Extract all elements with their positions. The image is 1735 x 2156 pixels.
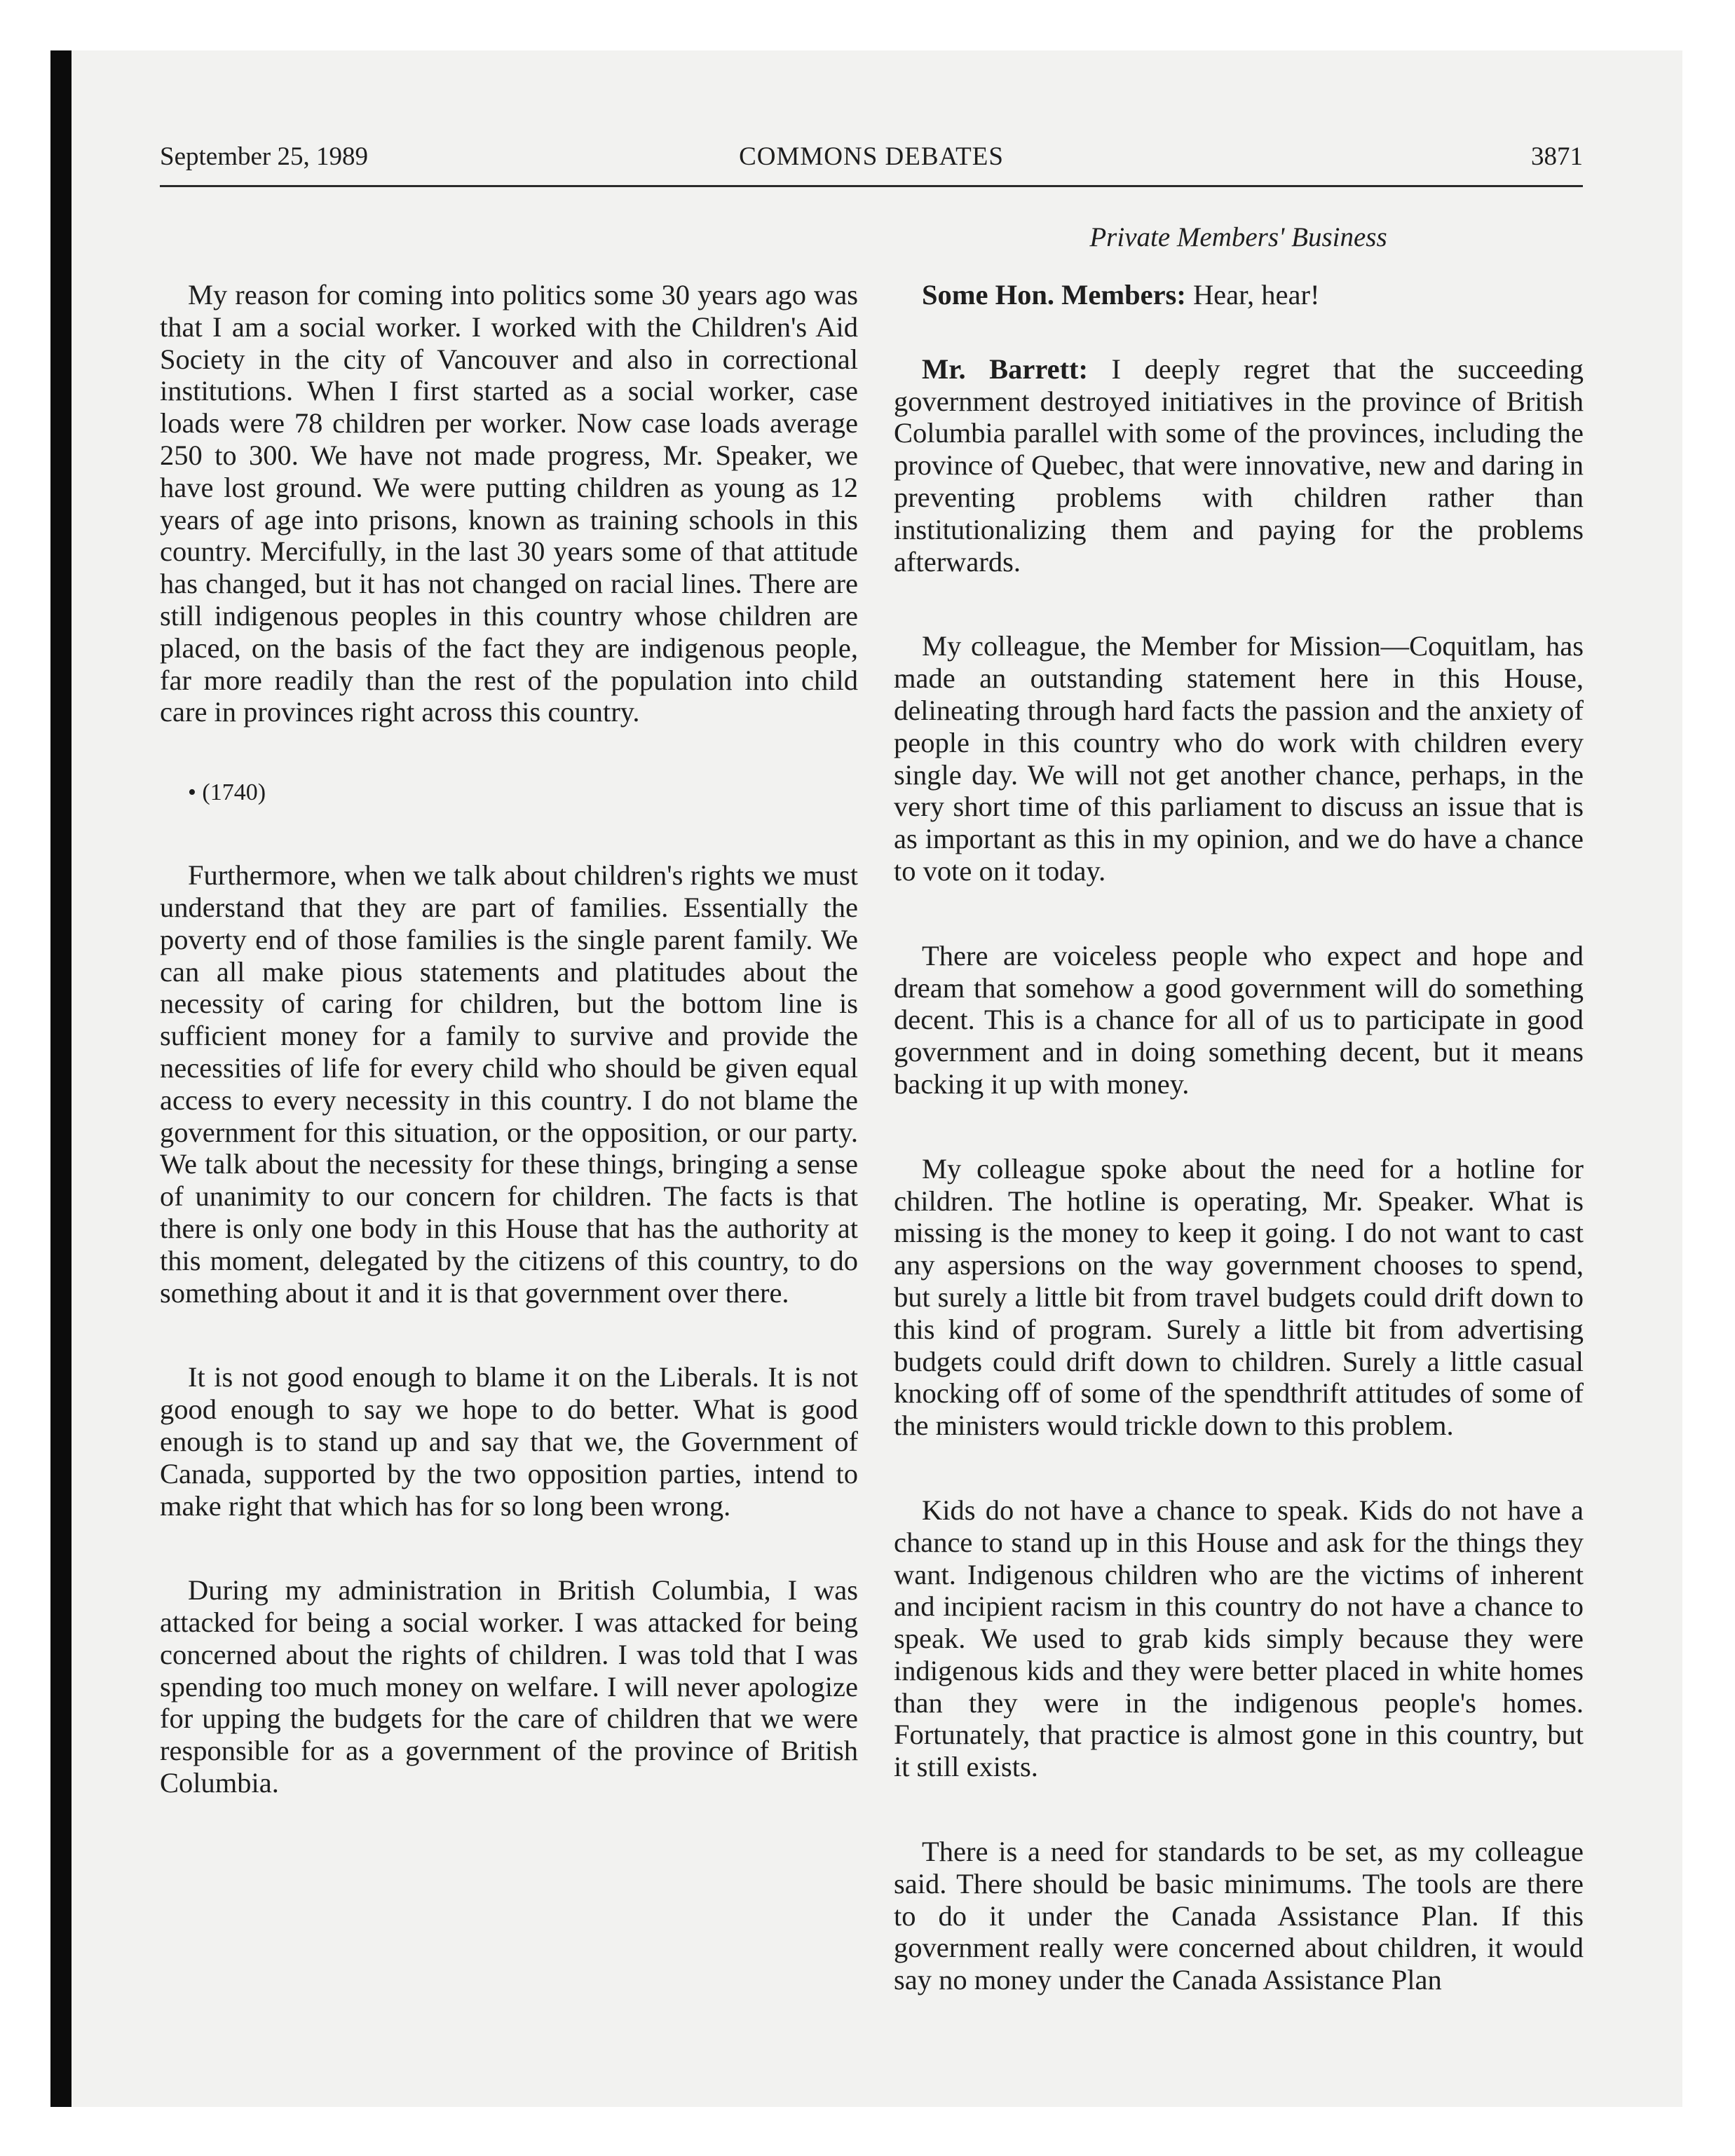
binding-edge xyxy=(50,50,72,2107)
paragraph: My colleague, the Member for Mission—Coquitlam, has made an outstanding statement here in this House, delineating through hard facts the passion and the anxiety of people in this country who do work with children every single day. We will not get another chance, perhaps, in the very short time of this parliament to discuss an issue that is as important as this in my opinion, and we do have a chance to vote on it today. xyxy=(894,630,1584,887)
interjection-text: Hear, hear! xyxy=(1192,279,1320,311)
header-date: September 25, 1989 xyxy=(160,142,368,171)
paragraph: During my administration in British Columbia, I was attacked for being a social worker. I was attacked for being concerned about the rights of children. I was told that I was spending too much money on welfare. I will never apologize for upping the budgets for the care of children that we were responsible for as a government of the province of British Columbia. xyxy=(160,1574,858,1799)
paragraph: Furthermore, when we talk about children's rights we must understand that they are part of families. Essentially the poverty end of those families is the single parent family. We can all make pious statements and platitudes about the necessity of caring for children, but the bottom line is sufficient money for a family to survive and provide the necessities of life for every child who should be given equal access to every necessity in this country. I do not blame the government for this situation, or the opposition, or our party. We talk about the necessity for these things, bringing a sense of unanimity to our concern for children. The facts is that there is only one body in this House that has the authority at this moment, delegated by the citizens of this country, to do something about it and it is that government over there. xyxy=(160,859,858,1309)
header-page-number: 3871 xyxy=(1531,142,1583,171)
time-marker: • (1740) xyxy=(188,779,266,806)
paragraph: It is not good enough to blame it on the Liberals. It is not good enough to say we hope to do better. What is good enough is to stand up and say that we, the Government of Canada, supported by the two opposition parties, intend to make right that which has for so long been wrong. xyxy=(160,1361,858,1522)
paragraph: Kids do not have a chance to speak. Kids do not have a chance to stand up in this House and ask for the things they want. Indigenous children who are the victims of inherent and incipient racism in this country do not have a chance to speak. We used to grab kids simply because they were indigenous kids and they were better placed in white homes than they were in the indigenous people's homes. Fortunately, that practice is almost gone in this country, but it still exists. xyxy=(894,1494,1584,1783)
page-header xyxy=(160,142,1583,187)
paragraph: There is a need for standards to be set, as my colleague said. There should be basic minimums. The tools are there to do it under the Canada Assistance Plan. If this government really were concerned about children, it would say no money under the Canada Assistance Plan xyxy=(894,1836,1584,1996)
header-journal-title: COMMONS DEBATES xyxy=(739,142,1004,171)
speaker-name: Some Hon. Members: xyxy=(922,279,1186,311)
left-column xyxy=(160,279,858,1852)
paragraph: There are voiceless people who expect and hope and dream that somehow a good government will do something decent. This is a chance for all of us to participate in good government and in doing something decent, but it means backing it up with money. xyxy=(894,939,1584,1100)
paragraph: My reason for coming into politics some 30 years ago was that I am a social worker. I worked with the Children's Aid Society in the city of Vancouver and also in correctional institutions. When I first started as a social worker, case loads were 78 children per worker. Now case loads average 250 to 300. We have not made progress, Mr. Speaker, we have lost ground. We were putting children as young as 12 years of age into prisons, known as training schools in this country. Mercifully, in the last 30 years some of that attitude has changed, but it has not changed on racial lines. There are still indigenous peoples in this country whose children are placed, on the basis of the fact they are indigenous people, far more readily than the rest of the population into child care in provinces right across this country. xyxy=(160,279,858,728)
section-label: Private Members' Business xyxy=(1089,222,1387,252)
paragraph-text: I deeply regret that the succeeding government destroyed initiatives in the province of British Columbia parallel with some of the provinces, including the province of Quebec, that were innovative, new and daring in preventing problems with children rather than institutionalizing them and paying for the problems afterwards. xyxy=(894,353,1584,578)
speaker-name: Mr. Barrett: xyxy=(922,353,1089,385)
paragraph xyxy=(894,353,1584,578)
interjection xyxy=(894,279,1584,311)
paragraph: My colleague spoke about the need for a hotline for children. The hotline is operating, Mr. Speaker. What is missing is the money to keep it going. I do not want to cast any aspersions on the way government chooses to spend, but surely a little bit from travel budgets could drift down to this kind of program. Surely a little bit from advertising budgets could drift down to children. Surely a little casual knocking off of some of the spendthrift attitudes of some of the ministers would trickle down to this problem. xyxy=(894,1152,1584,1442)
right-column xyxy=(894,279,1584,2049)
